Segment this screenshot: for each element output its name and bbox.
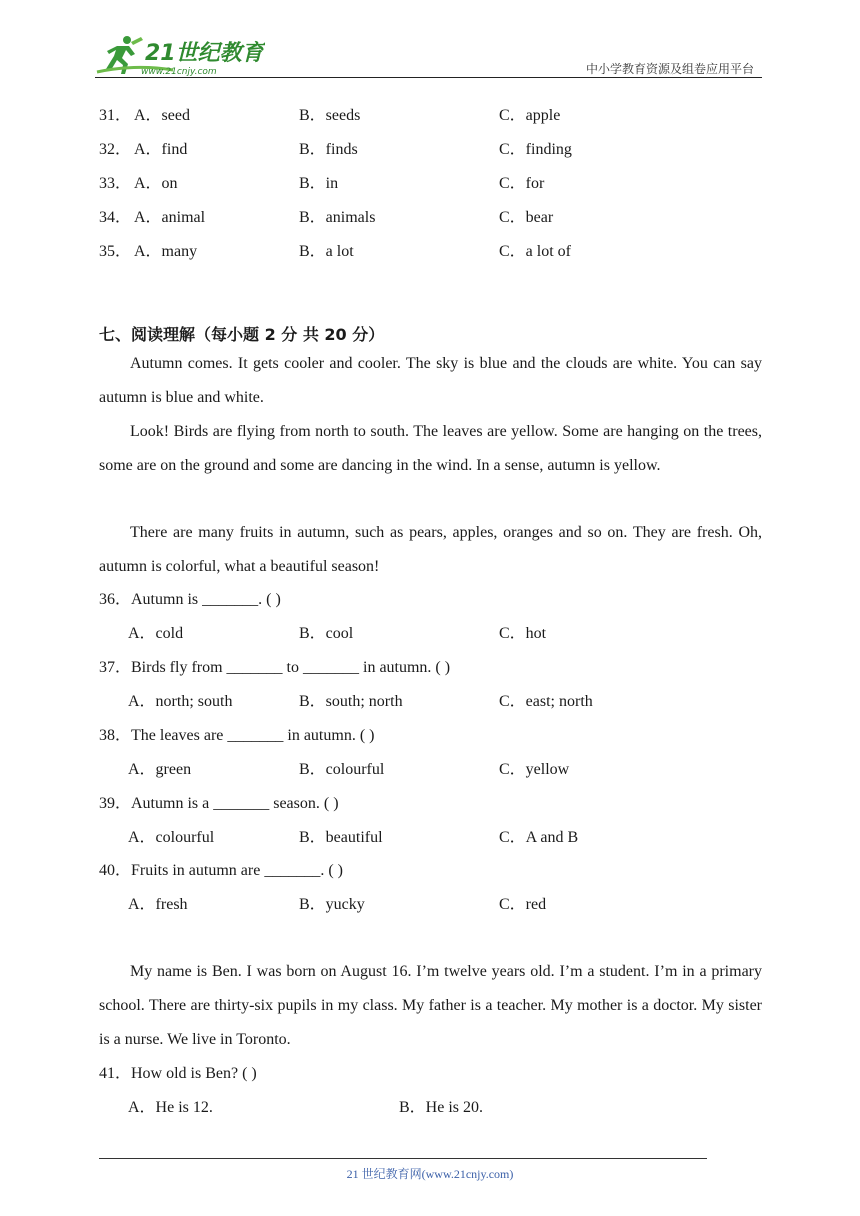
option-c: C．red	[499, 896, 547, 913]
option-b: B．He is 20.	[399, 1099, 484, 1116]
logo-text: 21世纪教育	[145, 41, 264, 66]
option-c: C．bear	[499, 209, 554, 226]
option-b: B．cool	[299, 625, 354, 642]
option-a: A．many	[134, 243, 198, 260]
option-a: A．green	[128, 761, 192, 778]
option-b: B．in	[299, 175, 339, 192]
option-b: B．finds	[299, 141, 358, 158]
option-c: C．yellow	[499, 761, 570, 778]
question-stem-36: 36．Autumn is _______. ( )	[99, 591, 281, 608]
question-stem-39: 39．Autumn is a _______ season. ( )	[99, 795, 339, 812]
question-stem-41: 41．How old is Ben? ( )	[99, 1065, 257, 1082]
option-b: B．a lot	[299, 243, 354, 260]
question-stem-40: 40．Fruits in autumn are _______. ( )	[99, 862, 343, 879]
option-a: A．animal	[134, 209, 206, 226]
option-c: C．A and B	[499, 829, 579, 846]
paragraph-text: Look! Birds are flying from north to south. The leaves are yellow. Some are hanging on the trees, some are on the ground and some are dancing in the wind. In a sense, autumn is yellow.	[99, 423, 762, 474]
question-number: 33．	[99, 175, 132, 192]
passage2-paragraph	[99, 955, 762, 1057]
paragraph-text: There are many fruits in autumn, such as pears, apples, oranges and so on. They are fresh. Oh, autumn is colorful, what a beautiful season!	[99, 524, 762, 575]
footer-divider	[99, 1158, 707, 1159]
option-a: A．cold	[128, 625, 184, 642]
platform-name: 中小学教育资源及组卷应用平台	[585, 62, 754, 76]
question-number: 32．	[99, 141, 132, 158]
footer-text: 21 世纪教育网(www.21cnjy.com)	[346, 1167, 514, 1181]
option-c: C．finding	[499, 141, 572, 158]
option-c: C．east; north	[499, 693, 593, 710]
option-a: A．find	[134, 141, 188, 158]
header-divider	[95, 77, 762, 78]
option-b: B．animals	[299, 209, 376, 226]
page-header	[95, 34, 760, 78]
option-c: C．apple	[499, 107, 561, 124]
option-b: B．south; north	[299, 693, 403, 710]
question-stem-38: 38．The leaves are _______ in autumn. ( )	[99, 727, 375, 744]
option-a: A．north; south	[128, 693, 233, 710]
option-a: A．on	[134, 175, 178, 192]
option-b: B．beautiful	[299, 829, 383, 846]
option-b: B．seeds	[299, 107, 361, 124]
option-a: A．seed	[134, 107, 190, 124]
question-number: 31．	[99, 107, 132, 124]
question-number: 35．	[99, 243, 132, 260]
option-b: B．yucky	[299, 896, 365, 913]
option-c: C．a lot of	[499, 243, 571, 260]
section-title: 七、阅读理解（每小题 2 分 共 20 分）	[99, 325, 385, 344]
option-c: C．for	[499, 175, 545, 192]
passage1-paragraph-2	[99, 415, 762, 483]
option-a: A．colourful	[128, 829, 215, 846]
question-number: 34．	[99, 209, 132, 226]
logo-21cnjy	[95, 34, 265, 78]
option-b: B．colourful	[299, 761, 385, 778]
paragraph-text: My name is Ben. I was born on August 16. I’m twelve years old. I’m a student. I’m in a primary school. There are thirty-six pupils in my class. My father is a teacher. My mother is a doctor. My sister is a nurse. We live in Toronto.	[99, 963, 762, 1048]
paragraph-text: Autumn comes. It gets cooler and cooler. The sky is blue and the clouds are white. You can say autumn is blue and white.	[99, 355, 762, 406]
passage1-paragraph-3	[99, 516, 762, 584]
option-a: A．He is 12.	[128, 1099, 213, 1116]
question-stem-37: 37．Birds fly from _______ to _______ in autumn. ( )	[99, 659, 451, 676]
option-a: A．fresh	[128, 896, 188, 913]
option-c: C．hot	[499, 625, 547, 642]
passage1-paragraph-1	[99, 347, 762, 415]
logo-url: www.21cnjy.com	[141, 67, 217, 77]
